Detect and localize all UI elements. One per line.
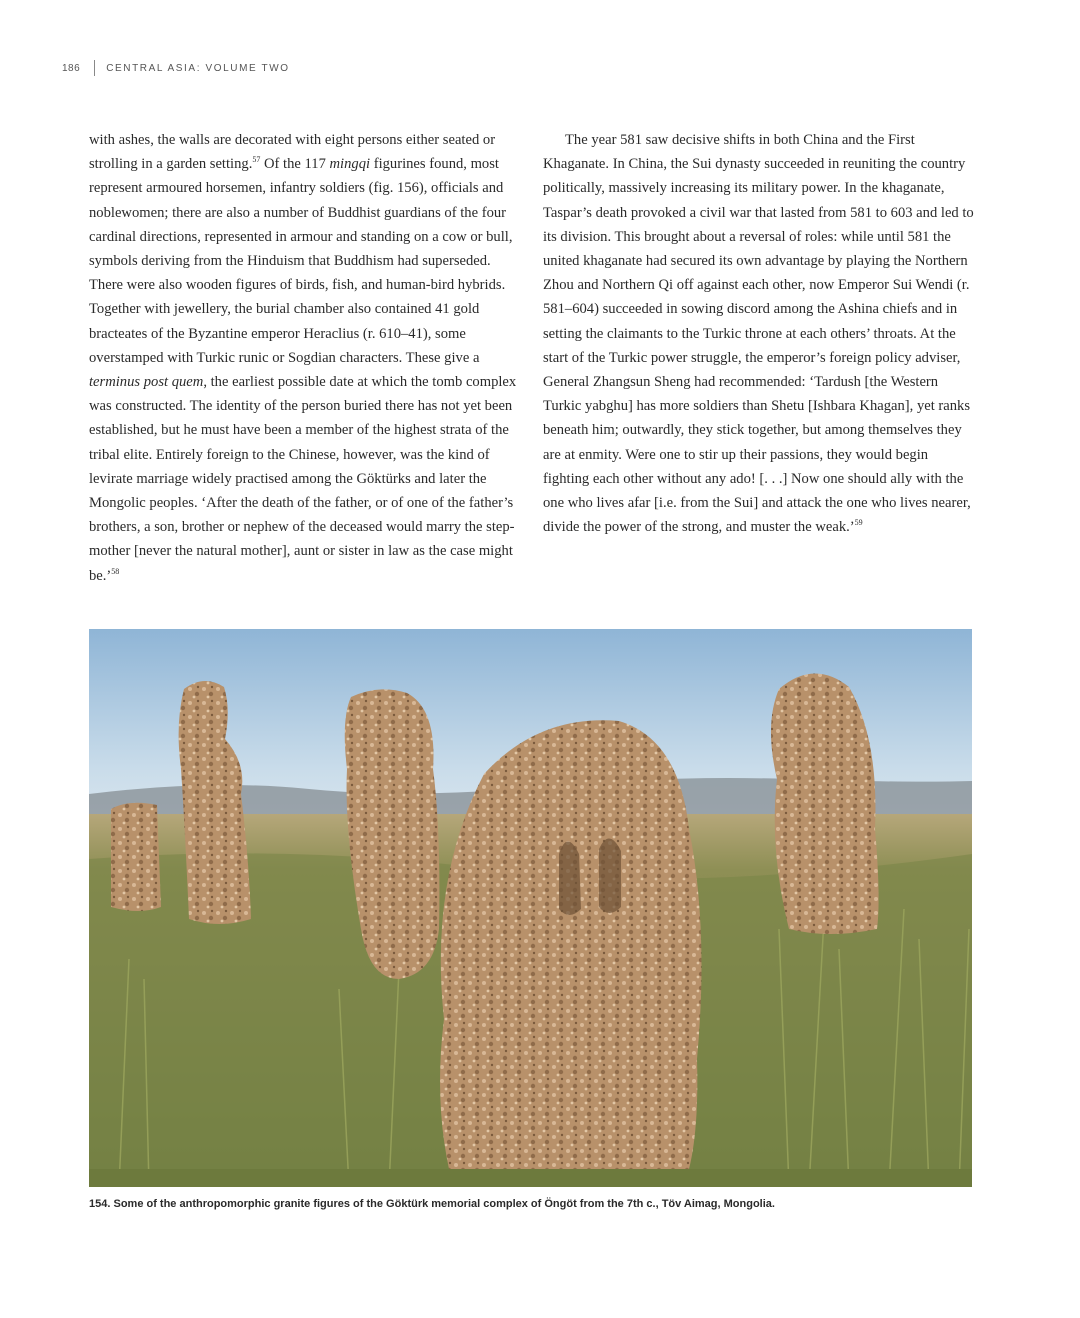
footnote-ref-59: 59: [854, 518, 863, 528]
figure-photo: [89, 629, 972, 1187]
left-column: [89, 128, 519, 588]
caption-number: 154.: [89, 1198, 111, 1210]
text-run: , the earliest possible date at which the tomb complex was constructed. The identity of the person buried there has not yet been established, but he must have been a member of the highest strata of the tribal elite. Entirely foreign to the Chinese, however, was the kind of levirate marriage widely practised among the Göktürks and later the Mongolic peoples. ‘After the death of the father, or of one of the father’s brothers, a son, brother or nephew of the deceased would marry the step-mother [never the natural mother], aunt or sister in law as the case might be.’: [89, 374, 517, 584]
stone-figures-illustration: [89, 629, 972, 1187]
stone-figure-far-left: [111, 803, 161, 911]
italic-term-terminus: terminus post quem: [89, 374, 204, 391]
figure-caption: [89, 1198, 979, 1210]
right-column: [543, 128, 975, 539]
left-paragraph: [89, 128, 519, 588]
footnote-ref-57: 57: [252, 155, 261, 165]
running-title: CENTRAL ASIA: VOLUME TWO: [106, 62, 290, 74]
text-run: Of the 117: [260, 156, 330, 173]
page-number: 186: [62, 62, 81, 74]
caption-text: Some of the anthropomorphic granite figures of the Göktürk memorial complex of Öngöt from the 7th c., Töv Aimag, Mongolia.: [110, 1198, 775, 1210]
text-run: The year 581 saw decisive shifts in both China and the First Khaganate. In China, the Sui dynasty succeeded in reuniting the country politically, massively increasing its military power. In the khaganate, Taspar’s death provoked a civil war that lasted from 581 to 603 and led to its division. This brought about a reversal of roles: while until 581 the united khaganate had secured its own advantage by playing the Northern Zhou and Northern Qi off against each other, now Emperor Sui Wendi (r. 581–604) succeeded in sowing discord among the Ashina chiefs and in setting the claimants to the Turkic throne at each others’ throats. At the start of the Turkic power struggle, the emperor’s foreign policy adviser, General Zhangsun Sheng had recommended: ‘Tardush [the Western Turkic yabghu] has more soldiers than Shetu [Ishbara Khagan], yet ranks beneath him; outwardly, they stick together, but among themselves they are at enmity. Were one to stir up their passions, they would begin fighting each other without any ado! [. . .] Now one should ally with the one who lives afar [i.e. from the Sui] and attack the one who lives nearer, divide the power of the strong, and muster the weak.’: [543, 132, 974, 536]
text-run: with ashes, the walls are decorated with eight persons either seated or strolling in a garden setting.: [89, 132, 496, 173]
text-run: figurines found, most represent armoured horsemen, infantry soldiers (fig. 156), officials and noblewomen; there are also a number of Buddhist guardians of the four cardinal directions, represented in armour and standing on a cow or bull, symbols deriving from the Hinduism that Buddhism had superseded. There were also wooden figures of birds, fish, and human-bird hybrids. Together with jewellery, the burial chamber also contained 41 gold bracteates of the Byzantine emperor Heraclius (r. 610–41), some overstamped with Turkic runic or Sogdian characters. These give a: [89, 156, 513, 366]
footnote-ref-58: 58: [111, 566, 120, 576]
stone-face-eye-right: [599, 838, 621, 913]
right-paragraph: [543, 128, 975, 539]
stone-figure-foreground: [440, 720, 702, 1169]
italic-term-mingqi: mingqi: [329, 156, 371, 173]
running-head: [62, 60, 290, 76]
stone-face-eye-left: [559, 842, 581, 916]
header-divider: [94, 60, 95, 76]
